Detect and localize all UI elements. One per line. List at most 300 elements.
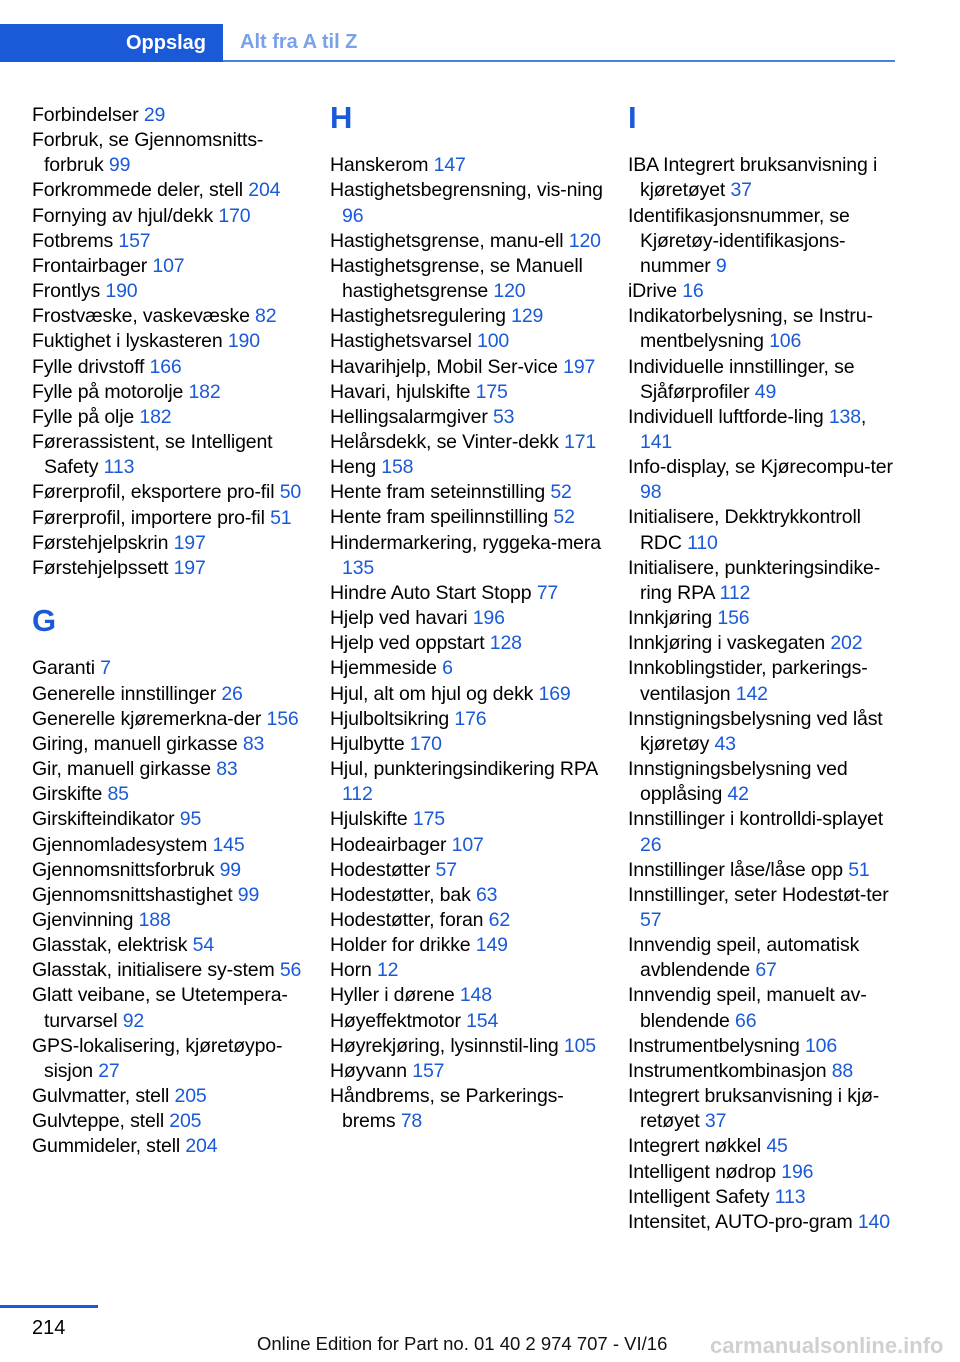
index-entry	[628, 656, 903, 706]
page-link[interactable]: 120	[493, 280, 526, 303]
page-link[interactable]: 170	[218, 204, 251, 227]
page-link[interactable]: 156	[717, 607, 750, 630]
page-link[interactable]: 142	[735, 682, 768, 705]
entry-term: Intensitet, AUTO-pro-gram	[628, 1210, 858, 1233]
index-entry	[32, 757, 308, 782]
page-link[interactable]: 96	[342, 204, 364, 227]
entry-term: Hente fram speilinnstilling	[330, 506, 554, 529]
page-link[interactable]: 95	[179, 808, 202, 831]
page-link[interactable]: 52	[553, 506, 575, 529]
index-entry	[330, 983, 605, 1008]
entry-term: Hastighetsregulering	[330, 305, 512, 328]
page-link[interactable]: 43	[714, 732, 736, 755]
entry-term: Fylle drivstoff	[32, 355, 150, 378]
index-entry	[32, 204, 308, 229]
entry-term: Gummideler, stell	[32, 1135, 186, 1158]
index-entry	[32, 883, 308, 908]
page-link[interactable]: 147	[433, 154, 466, 177]
index-entry	[32, 329, 308, 354]
page-link[interactable]: 57	[435, 858, 457, 881]
page-link[interactable]: 170	[409, 732, 442, 755]
page-link[interactable]: 188	[138, 908, 171, 931]
page-link[interactable]: 92	[122, 1009, 145, 1032]
page-link[interactable]: 16	[682, 280, 704, 303]
index-entry	[32, 782, 308, 807]
page-link[interactable]: 37	[704, 1110, 727, 1133]
page-link[interactable]: 98	[640, 481, 662, 504]
entry-term: Glasstak, initialisere sy-stem	[32, 959, 280, 982]
entry-term: iDrive	[628, 280, 683, 303]
index-entry	[628, 757, 903, 807]
page-link[interactable]: 45	[766, 1135, 788, 1158]
entry-term: Førstehjelpskrin	[32, 531, 174, 554]
index-entry	[330, 908, 605, 933]
section-letter: I	[628, 100, 637, 135]
index-entry	[32, 380, 308, 405]
entry-term: Girskifte	[32, 783, 108, 806]
page-link[interactable]: 51	[848, 858, 870, 881]
index-entry	[628, 505, 903, 555]
entry-term: Giring, manuell girkasse	[32, 732, 243, 755]
entry-term: Instrumentbelysning	[628, 1034, 805, 1057]
page-link[interactable]: 66	[735, 1009, 757, 1032]
page-link[interactable]: 54	[192, 934, 215, 957]
page-link[interactable]: 99	[237, 883, 260, 906]
entry-term: Hastighetsbegrensning, vis-ning	[330, 179, 603, 202]
entry-term: Hjulbytte	[330, 732, 410, 755]
page-link[interactable]: 62	[488, 908, 511, 931]
page-link[interactable]: 113	[103, 456, 135, 479]
index-entry	[330, 153, 605, 178]
index-entry	[32, 682, 308, 707]
entry-term: Indikatorbelysning, se Instru-mentbelysning	[628, 305, 873, 353]
page-number: 214	[32, 1317, 66, 1339]
page-link[interactable]: 63	[475, 883, 498, 906]
index-entry	[32, 304, 308, 329]
page-link[interactable]: 204	[248, 179, 281, 202]
page-link[interactable]: 6	[442, 657, 453, 680]
entry-term: Hjulskifte	[330, 808, 413, 831]
entry-term: Hanskerom	[330, 154, 434, 177]
page-link[interactable]: 49	[754, 380, 777, 403]
entry-term: Garanti	[32, 657, 101, 680]
page-link[interactable]: 57	[640, 908, 662, 931]
page-link[interactable]: 197	[563, 355, 596, 378]
page-link[interactable]: 110	[687, 531, 718, 554]
entry-term: Håndbrems, se Parkerings-brems	[330, 1085, 564, 1133]
index-entry	[330, 455, 605, 480]
index-entry	[32, 958, 308, 983]
page-link[interactable]: 42	[727, 783, 749, 806]
index-entry	[330, 430, 605, 455]
entry-term: Gjenvinning	[32, 908, 139, 931]
entry-term: Hodestøtter, bak	[330, 883, 476, 906]
entry-term: Innvendig speil, manuelt av-blendende	[628, 984, 867, 1032]
entry-term: Førstehjelpssett	[32, 556, 174, 579]
index-column-3	[628, 100, 903, 1235]
index-entry	[32, 1084, 308, 1109]
page-link[interactable]: 107	[152, 254, 185, 277]
index-entry	[32, 405, 308, 430]
index-entry	[330, 858, 605, 883]
entry-term: Forbindelser	[32, 104, 144, 126]
entry-term: Hjemmeside	[330, 657, 443, 680]
page-link[interactable]: 99	[219, 858, 241, 881]
entry-term: Frostvæske, vaskevæske	[32, 305, 256, 328]
index-entry	[330, 1059, 605, 1084]
entry-term: Fotbrems	[32, 229, 119, 252]
entry-term: Integrert bruksanvisning i kjø-retøyet	[628, 1085, 880, 1133]
page-link[interactable]: 51	[270, 506, 292, 529]
section-gap	[32, 581, 308, 606]
page-link[interactable]: 26	[221, 682, 243, 705]
index-entry	[32, 908, 308, 933]
index-entry	[628, 1034, 903, 1059]
page-link[interactable]: 83	[242, 732, 265, 755]
entry-term: Initialisere, Dekktrykkontroll RDC	[628, 506, 861, 554]
index-entry	[330, 656, 605, 681]
index-entry	[628, 983, 903, 1033]
index-entry	[628, 631, 903, 656]
page-link[interactable]: 112	[342, 783, 373, 806]
page-link[interactable]: 9	[715, 254, 727, 277]
index-entry	[330, 883, 605, 908]
page-link[interactable]: 82	[255, 305, 277, 328]
page-link[interactable]: 149	[475, 934, 508, 957]
page-link[interactable]: 113	[774, 1185, 806, 1208]
entry-term: Generelle kjøremerkna-der	[32, 707, 267, 730]
entry-term: Førerprofil, eksportere pro-fil	[32, 481, 280, 504]
index-entry	[32, 1034, 308, 1084]
index-entry	[32, 858, 308, 883]
entry-term: Gjennomladesystem	[32, 833, 213, 856]
entry-term: Identifikasjonsnummer, se Kjøretøy-identifikasjons-nummer	[628, 204, 850, 277]
entry-term: Integrert nøkkel	[628, 1135, 767, 1158]
entry-term: Individuelle innstillinger, se Sjåførprofiler	[628, 355, 855, 403]
page-link[interactable]: 107	[451, 833, 484, 856]
index-entry	[628, 355, 903, 405]
index-entry	[330, 757, 605, 807]
index-entry	[330, 1084, 605, 1134]
entry-term: Innkjøring i vaskegaten	[628, 632, 831, 655]
index-entry	[628, 933, 903, 983]
index-entry	[32, 178, 308, 203]
index-entry	[628, 304, 903, 354]
entry-term: Intelligent Safety	[628, 1185, 775, 1208]
index-entry	[628, 556, 903, 606]
entry-term: Hastighetsvarsel	[330, 330, 478, 353]
entry-term: Fornying av hjul/dekk	[32, 204, 219, 227]
entry-term: Heng	[330, 456, 382, 479]
entry-term: Hodeairbager	[330, 833, 452, 856]
entry-term: Fylle på olje	[32, 405, 140, 428]
page-link[interactable]: 156	[266, 707, 299, 730]
entry-term: Gjennomsnittshastighet	[32, 883, 238, 906]
page-link[interactable]: 120	[568, 229, 601, 252]
entry-term: Innstigningsbelysning ved låst kjøretøy	[628, 707, 883, 755]
page-link[interactable]: 128	[489, 632, 522, 655]
index-entry	[330, 505, 605, 530]
page-link[interactable]: 175	[475, 380, 508, 403]
page-link[interactable]: 7	[100, 657, 111, 680]
entry-term: Fylle på motorolje	[32, 380, 189, 403]
page-link[interactable]: 50	[279, 481, 302, 504]
index-entry	[330, 229, 605, 254]
page-number-rule	[0, 1305, 98, 1308]
section-letter: H	[330, 100, 353, 135]
index-entry	[32, 656, 308, 681]
page-link[interactable]: 190	[105, 280, 138, 303]
entry-term: Info-display, se Kjørecompu-ter	[628, 456, 893, 479]
entry-term: Hindermarkering, ryggeka-mera	[330, 531, 601, 554]
entry-term: Horn	[330, 959, 377, 982]
index-entry	[32, 1134, 308, 1159]
index-entry	[330, 958, 605, 983]
index-entry	[330, 833, 605, 858]
entry-term: Hellingsalarmgiver	[330, 405, 493, 428]
index-entry	[628, 1210, 903, 1235]
entry-term: Hjelp ved havari	[330, 607, 473, 630]
header-divider	[223, 60, 895, 62]
entry-term: Høyrekjøring, lysinnstil-ling	[330, 1034, 564, 1057]
entry-term: Gjennomsnittsforbruk	[32, 858, 220, 881]
page-link[interactable]: 88	[831, 1059, 854, 1082]
index-entry	[330, 254, 605, 304]
index-entry	[330, 329, 605, 354]
page-link[interactable]: 100	[477, 330, 510, 353]
index-entry	[330, 380, 605, 405]
entry-term: Gulvteppe, stell	[32, 1110, 170, 1133]
entry-term: Hastighetsgrense, manu-ell	[330, 229, 569, 252]
page-link[interactable]: 197	[173, 531, 206, 554]
page-link[interactable]: 196	[781, 1160, 814, 1183]
page-link[interactable]: 29	[143, 104, 166, 126]
page-link[interactable]: 190	[227, 330, 260, 353]
entry-term: Gir, manuell girkasse	[32, 758, 217, 781]
page-link[interactable]: 26	[640, 833, 662, 856]
watermark: carmanualsonline.info	[710, 1333, 944, 1358]
index-entry	[330, 480, 605, 505]
entry-term: Havari, hjulskifte	[330, 380, 476, 403]
index-entry	[628, 707, 903, 757]
index-entry	[628, 204, 903, 279]
page-link[interactable]: 204	[185, 1135, 218, 1158]
index-entry	[32, 833, 308, 858]
index-entry	[628, 153, 903, 203]
index-entry	[628, 405, 903, 455]
page-link[interactable]: 56	[279, 959, 302, 982]
entry-term: Førerassistent, se Intelligent Safety	[32, 431, 273, 479]
edition-footer: Online Edition for Part no. 01 40 2 974 707 - VI/16	[257, 1333, 668, 1354]
index-entry	[628, 279, 903, 304]
index-entry	[330, 707, 605, 732]
index-entry	[32, 732, 308, 757]
page-link[interactable]: 169	[538, 682, 571, 705]
page-link[interactable]: 78	[400, 1110, 423, 1133]
entry-term: Initialisere, punkteringsindike-ring RPA	[628, 556, 881, 604]
entry-term: Frontairbager	[32, 254, 153, 277]
entry-term: IBA Integrert bruksanvisning i kjøretøyet	[628, 154, 878, 202]
page-link[interactable]: 67	[755, 959, 777, 982]
index-entry	[32, 506, 308, 531]
header-bar	[0, 0, 960, 62]
index-entry	[330, 405, 605, 430]
entry-term: Hindre Auto Start Stopp	[330, 581, 537, 604]
index-entry	[32, 480, 308, 505]
index-entry	[330, 732, 605, 757]
entry-term: Hjelp ved oppstart	[330, 632, 490, 655]
index-entry	[32, 254, 308, 279]
index-entry	[32, 430, 308, 480]
index-entry	[330, 355, 605, 380]
index-entry	[32, 103, 308, 128]
index-entry	[32, 229, 308, 254]
page-link[interactable]: 202	[830, 632, 863, 655]
index-entry	[330, 682, 605, 707]
entry-term: Instrumentkombinasjon	[628, 1059, 832, 1082]
entry-term: Holder for drikke	[330, 934, 476, 957]
entry-term: Hodestøtter, foran	[330, 908, 489, 931]
index-entry	[330, 631, 605, 656]
entry-term: Innkjøring	[628, 607, 718, 630]
index-entry	[32, 983, 308, 1033]
index-entry	[32, 1109, 308, 1134]
entry-term: Hyller i dørene	[330, 984, 460, 1007]
page-link[interactable]: 182	[139, 405, 172, 428]
entry-term: Frontlys	[32, 280, 106, 303]
entry-term: Havarihjelp, Mobil Ser-vice	[330, 355, 564, 378]
entry-term: Innstigningsbelysning ved opplåsing	[628, 758, 848, 806]
index-entry	[628, 1185, 903, 1210]
page-separator: ,	[860, 405, 867, 428]
page-link[interactable]: 157	[118, 229, 151, 252]
index-entry	[330, 807, 605, 832]
page-link[interactable]: 205	[174, 1085, 207, 1108]
page-link[interactable]: 196	[472, 607, 505, 630]
index-entry	[628, 883, 903, 933]
entry-term: Generelle innstillinger	[32, 682, 222, 705]
index-entry	[32, 531, 308, 556]
page-link[interactable]: 83	[216, 758, 238, 781]
entry-term: Innstillinger låse/låse opp	[628, 858, 849, 881]
page-link[interactable]: 157	[412, 1059, 445, 1082]
section-letter: G	[32, 603, 57, 639]
entry-term: Girskifteindikator	[32, 808, 180, 831]
page-link[interactable]: 171	[564, 431, 597, 454]
page-link[interactable]: 154	[466, 1009, 499, 1032]
entry-term: Innstillinger, seter Hodestøt-ter	[628, 883, 889, 906]
page-link[interactable]: 53	[492, 405, 515, 428]
page-link[interactable]: 141	[640, 431, 673, 454]
tab-alt-fra-a-til-z[interactable]: Alt fra A til Z	[240, 30, 358, 53]
index-entry	[330, 1034, 605, 1059]
index-entry	[32, 128, 308, 178]
page-link[interactable]: 140	[857, 1210, 890, 1233]
index-entry	[628, 455, 903, 505]
entry-term: GPS-lokalisering, kjøretøypo-sisjon	[32, 1034, 283, 1082]
entry-term: Hjulboltsikring	[330, 707, 455, 730]
index-entry	[32, 279, 308, 304]
entry-term: Intelligent nødrop	[628, 1160, 782, 1183]
page-link[interactable]: 112	[719, 581, 751, 604]
index-entry	[330, 531, 605, 581]
entry-term: Forkrommede deler, stell	[32, 179, 249, 202]
index-entry	[628, 807, 903, 857]
entry-term: Hodestøtter	[330, 858, 436, 881]
index-entry	[330, 178, 605, 228]
page-link[interactable]: 148	[459, 984, 492, 1007]
tab-oppslag[interactable]: Oppslag	[0, 24, 223, 62]
index-entry	[628, 1134, 903, 1159]
entry-term: Hastighetsgrense, se Manuell hastighetsgrense	[330, 254, 583, 303]
page-link[interactable]: 37	[730, 179, 752, 202]
entry-term: Høyeffektmotor	[330, 1009, 467, 1032]
entry-term: Hjul, alt om hjul og dekk	[330, 682, 539, 705]
entry-term: Helårsdekk, se Vinter-dekk	[330, 431, 565, 454]
page-link[interactable]: 175	[412, 808, 445, 831]
entry-term: Hente fram seteinnstilling	[330, 481, 551, 504]
page-link[interactable]: 105	[563, 1034, 596, 1057]
entry-term: Glasstak, elektrisk	[32, 934, 193, 957]
page-link[interactable]: 197	[173, 556, 206, 579]
page-link[interactable]: 158	[381, 456, 414, 479]
index-entry	[330, 1009, 605, 1034]
index-entry	[32, 707, 308, 732]
entry-term: Hjul, punkteringsindikering RPA	[330, 758, 598, 781]
page-link[interactable]: 12	[376, 959, 399, 982]
index-entry	[330, 581, 605, 606]
entry-term: Førerprofil, importere pro-fil	[32, 506, 271, 529]
index-entry	[628, 1160, 903, 1185]
page-link[interactable]: 166	[149, 355, 182, 378]
index-entry	[32, 556, 308, 581]
entry-term: Individuell luftforde-ling	[628, 405, 829, 428]
entry-term: Fuktighet i lyskasteren	[32, 330, 228, 353]
page-link[interactable]: 129	[511, 305, 544, 328]
index-entry	[628, 1084, 903, 1134]
page-link[interactable]: 138	[828, 405, 861, 428]
page-link[interactable]: 106	[804, 1034, 838, 1057]
entry-term: Innkoblingstider, parkerings-ventilasjon	[628, 657, 868, 705]
page-link[interactable]: 182	[188, 380, 221, 403]
entry-term: Forbruk, se Gjennomsnitts-forbruk	[32, 129, 264, 177]
page-link[interactable]: 176	[454, 707, 487, 730]
index-entry	[628, 1059, 903, 1084]
page-link[interactable]: 99	[108, 154, 131, 177]
page-link[interactable]: 27	[98, 1059, 120, 1082]
index-entry	[330, 304, 605, 329]
page-link[interactable]: 106	[769, 330, 802, 353]
page-link[interactable]: 145	[212, 833, 245, 856]
entry-term: Glatt veibane, se Utetempera-turvarsel	[32, 984, 288, 1032]
page-link[interactable]: 77	[536, 581, 559, 604]
index-column-2	[330, 100, 605, 1134]
index-entry	[628, 606, 903, 631]
page-link[interactable]: 85	[107, 783, 129, 806]
entry-term: Innstillinger i kontrolldi-splayet	[628, 808, 884, 831]
index-entry	[32, 355, 308, 380]
index-entry	[330, 606, 605, 631]
page-link[interactable]: 135	[342, 556, 375, 579]
index-entry	[32, 933, 308, 958]
index-column-1	[32, 103, 308, 1160]
entry-term: Innvendig speil, automatisk avblendende	[628, 934, 860, 982]
index-entry	[32, 807, 308, 832]
entry-term: Høyvann	[330, 1059, 413, 1082]
index-entry	[628, 858, 903, 883]
page-link[interactable]: 52	[550, 481, 572, 504]
page-link[interactable]: 205	[169, 1110, 202, 1133]
